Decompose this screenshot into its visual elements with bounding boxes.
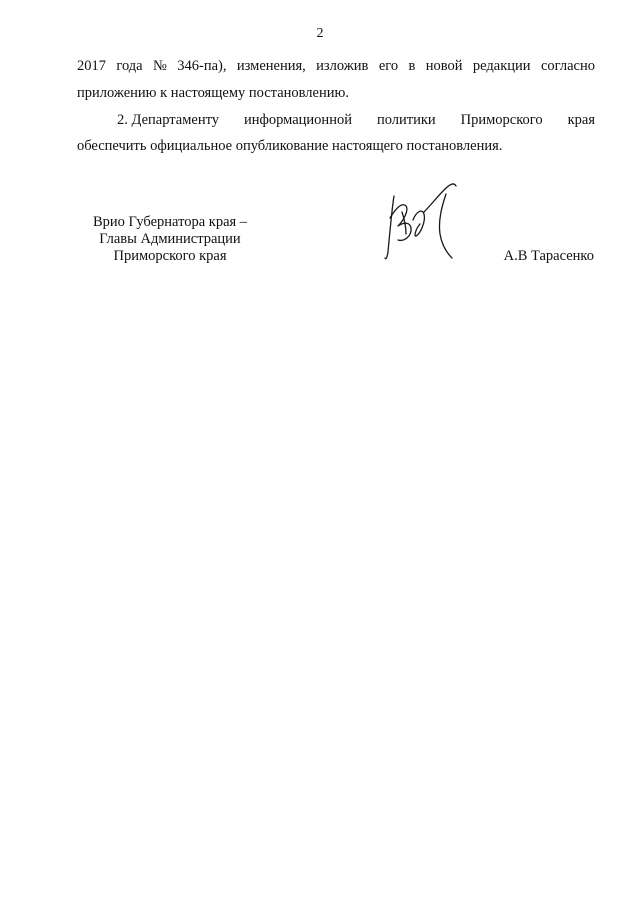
body-line-3	[117, 111, 595, 129]
body-word: края	[567, 112, 595, 128]
body-word: новой	[425, 58, 463, 74]
body-word: 2017	[77, 58, 106, 74]
page-number: 2	[316, 26, 324, 41]
signatory-title-block	[70, 214, 270, 265]
body-word: Приморского	[460, 112, 543, 128]
body-word: согласно	[540, 58, 595, 74]
body-word: года	[116, 58, 143, 74]
body-word: редакции	[472, 58, 531, 74]
handwritten-signature	[380, 178, 470, 268]
body-line-2: приложению к настоящему постановлению.	[77, 85, 349, 101]
signer-name: А.В Тарасенко	[503, 248, 594, 264]
body-word: информационной	[243, 112, 352, 128]
body-word: изменения,	[236, 58, 306, 74]
body-line-4: обеспечить официальное опубликование настоящего постановления.	[77, 138, 503, 154]
body-word: 2. Департаменту	[117, 112, 219, 128]
body-word: изложив	[316, 58, 369, 74]
body-word: его	[378, 58, 399, 74]
signatory-title-line: Главы Администрации	[99, 231, 241, 247]
body-word: в	[408, 58, 416, 74]
body-word: 346-па),	[177, 58, 227, 74]
signatory-title-line: Приморского края	[113, 248, 227, 264]
signatory-title-line: Врио Губернатора края –	[92, 214, 248, 230]
body-word: №	[153, 58, 167, 74]
body-line-1	[77, 57, 595, 75]
body-word: политики	[376, 112, 436, 128]
